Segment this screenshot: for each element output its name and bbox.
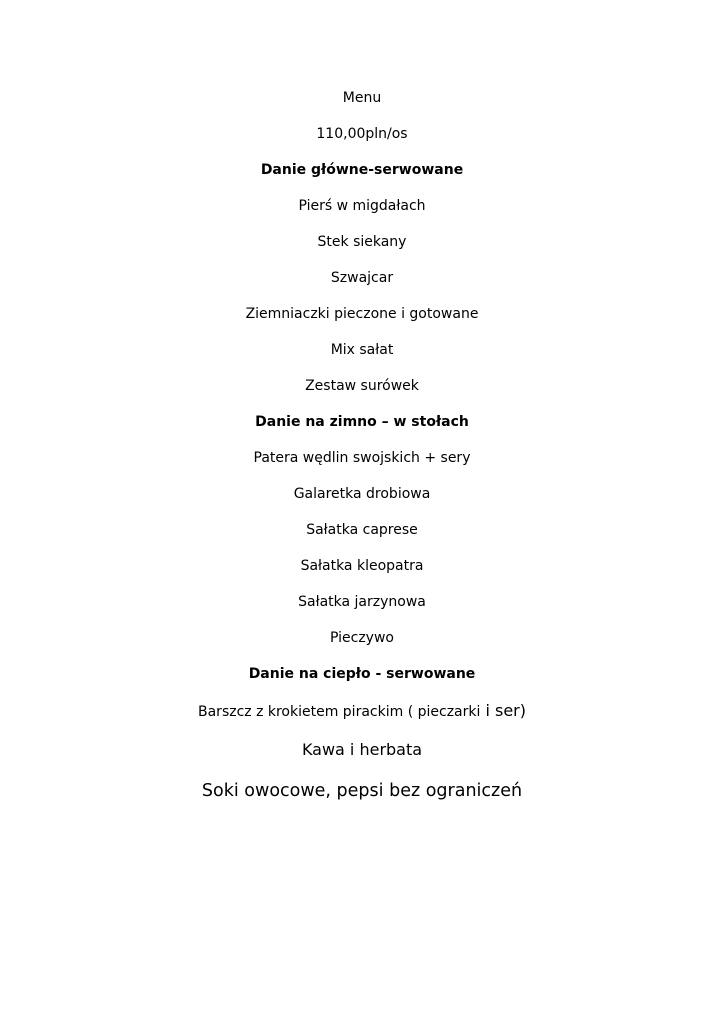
menu-item: Ziemniaczki pieczone i gotowane bbox=[245, 306, 479, 322]
menu-item: Sałatka kleopatra bbox=[300, 558, 424, 574]
menu-item: Sałatka jarzynowa bbox=[298, 594, 426, 610]
menu-item: Zestaw surówek bbox=[305, 378, 419, 394]
menu-title: Menu bbox=[342, 90, 382, 106]
menu-item-hot-main: Barszcz z krokietem pirackim ( pieczarki bbox=[198, 704, 481, 720]
menu-item: Galaretka drobiowa bbox=[293, 486, 431, 502]
section-heading-hot: Danie na ciepło - serwowane bbox=[248, 666, 476, 682]
menu-item: Patera wędlin swojskich + sery bbox=[253, 450, 471, 466]
menu-item-hot bbox=[0, 702, 724, 721]
section-heading-main: Danie główne-serwowane bbox=[260, 162, 464, 178]
drink-item: Kawa i herbata bbox=[301, 740, 423, 759]
section-heading-cold: Danie na zimno – w stołach bbox=[255, 414, 469, 430]
drink-item: Soki owocowe, pepsi bez ograniczeń bbox=[201, 781, 523, 801]
menu-item: Szwajcar bbox=[330, 270, 394, 286]
menu-item-hot-tail: i ser) bbox=[480, 701, 526, 720]
menu-item: Sałatka caprese bbox=[306, 522, 418, 538]
menu-item: Mix sałat bbox=[330, 342, 394, 358]
menu-item: Pieczywo bbox=[330, 630, 394, 646]
menu-item: Pierś w migdałach bbox=[298, 198, 426, 214]
menu-item: Stek siekany bbox=[317, 234, 407, 250]
menu-price: 110,00pln/os bbox=[316, 126, 408, 142]
